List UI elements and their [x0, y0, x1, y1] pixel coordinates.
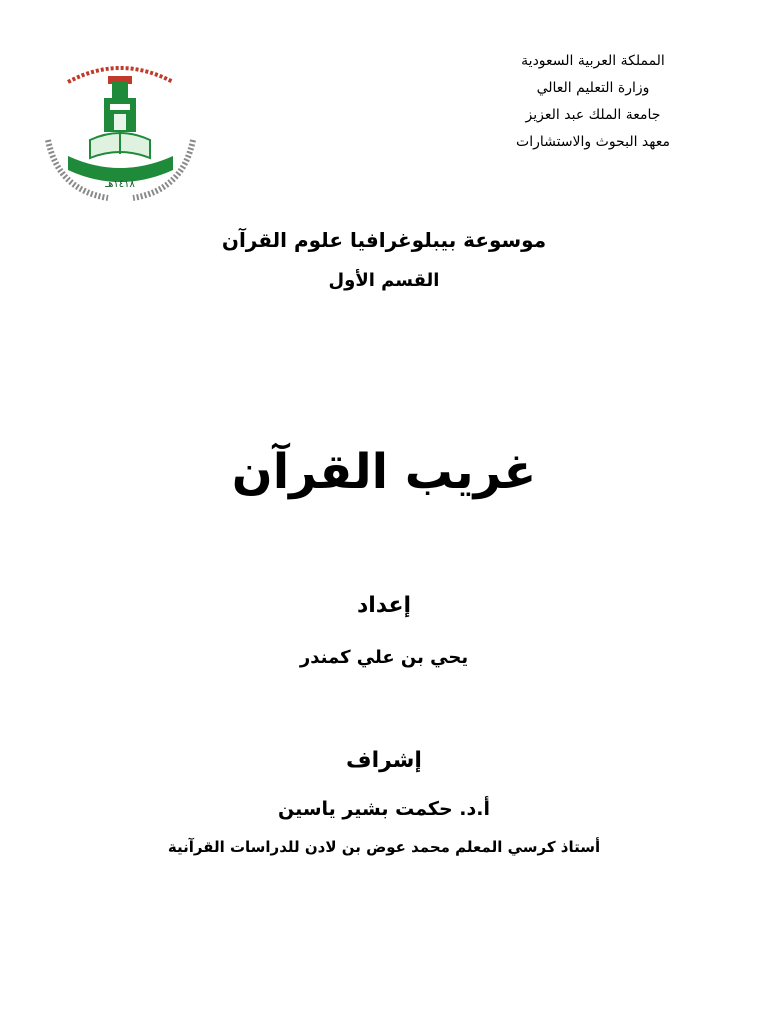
author-name: يحي بن علي كمندر [299, 647, 469, 668]
institution-header [463, 48, 723, 156]
prepared-by-label: إعداد [356, 593, 412, 618]
header-line-ministry: وزارة التعليم العالي [536, 80, 650, 96]
supervised-by-label: إشراف [346, 748, 422, 773]
header-line-institute: معهد البحوث والاستشارات [516, 134, 670, 150]
logo-year: ١٤١٨هـ [105, 179, 135, 190]
supervisor-position: أستاذ كرسي المعلم محمد عوض بن لادن للدراسات القرآنية [167, 838, 601, 856]
header-line-university: جامعة الملك عبد العزيز [525, 107, 661, 123]
header-line-kingdom: المملكة العربية السعودية [521, 53, 665, 69]
university-emblem-icon [38, 40, 203, 205]
main-title: غريب القرآن [231, 444, 537, 500]
section-title: القسم الأول [328, 270, 440, 291]
supervisor-name: أ.د. حكمت بشير ياسين [278, 798, 490, 820]
series-title: موسوعة بيبلوغرافيا علوم القرآن [221, 228, 547, 252]
university-logo [38, 40, 203, 205]
